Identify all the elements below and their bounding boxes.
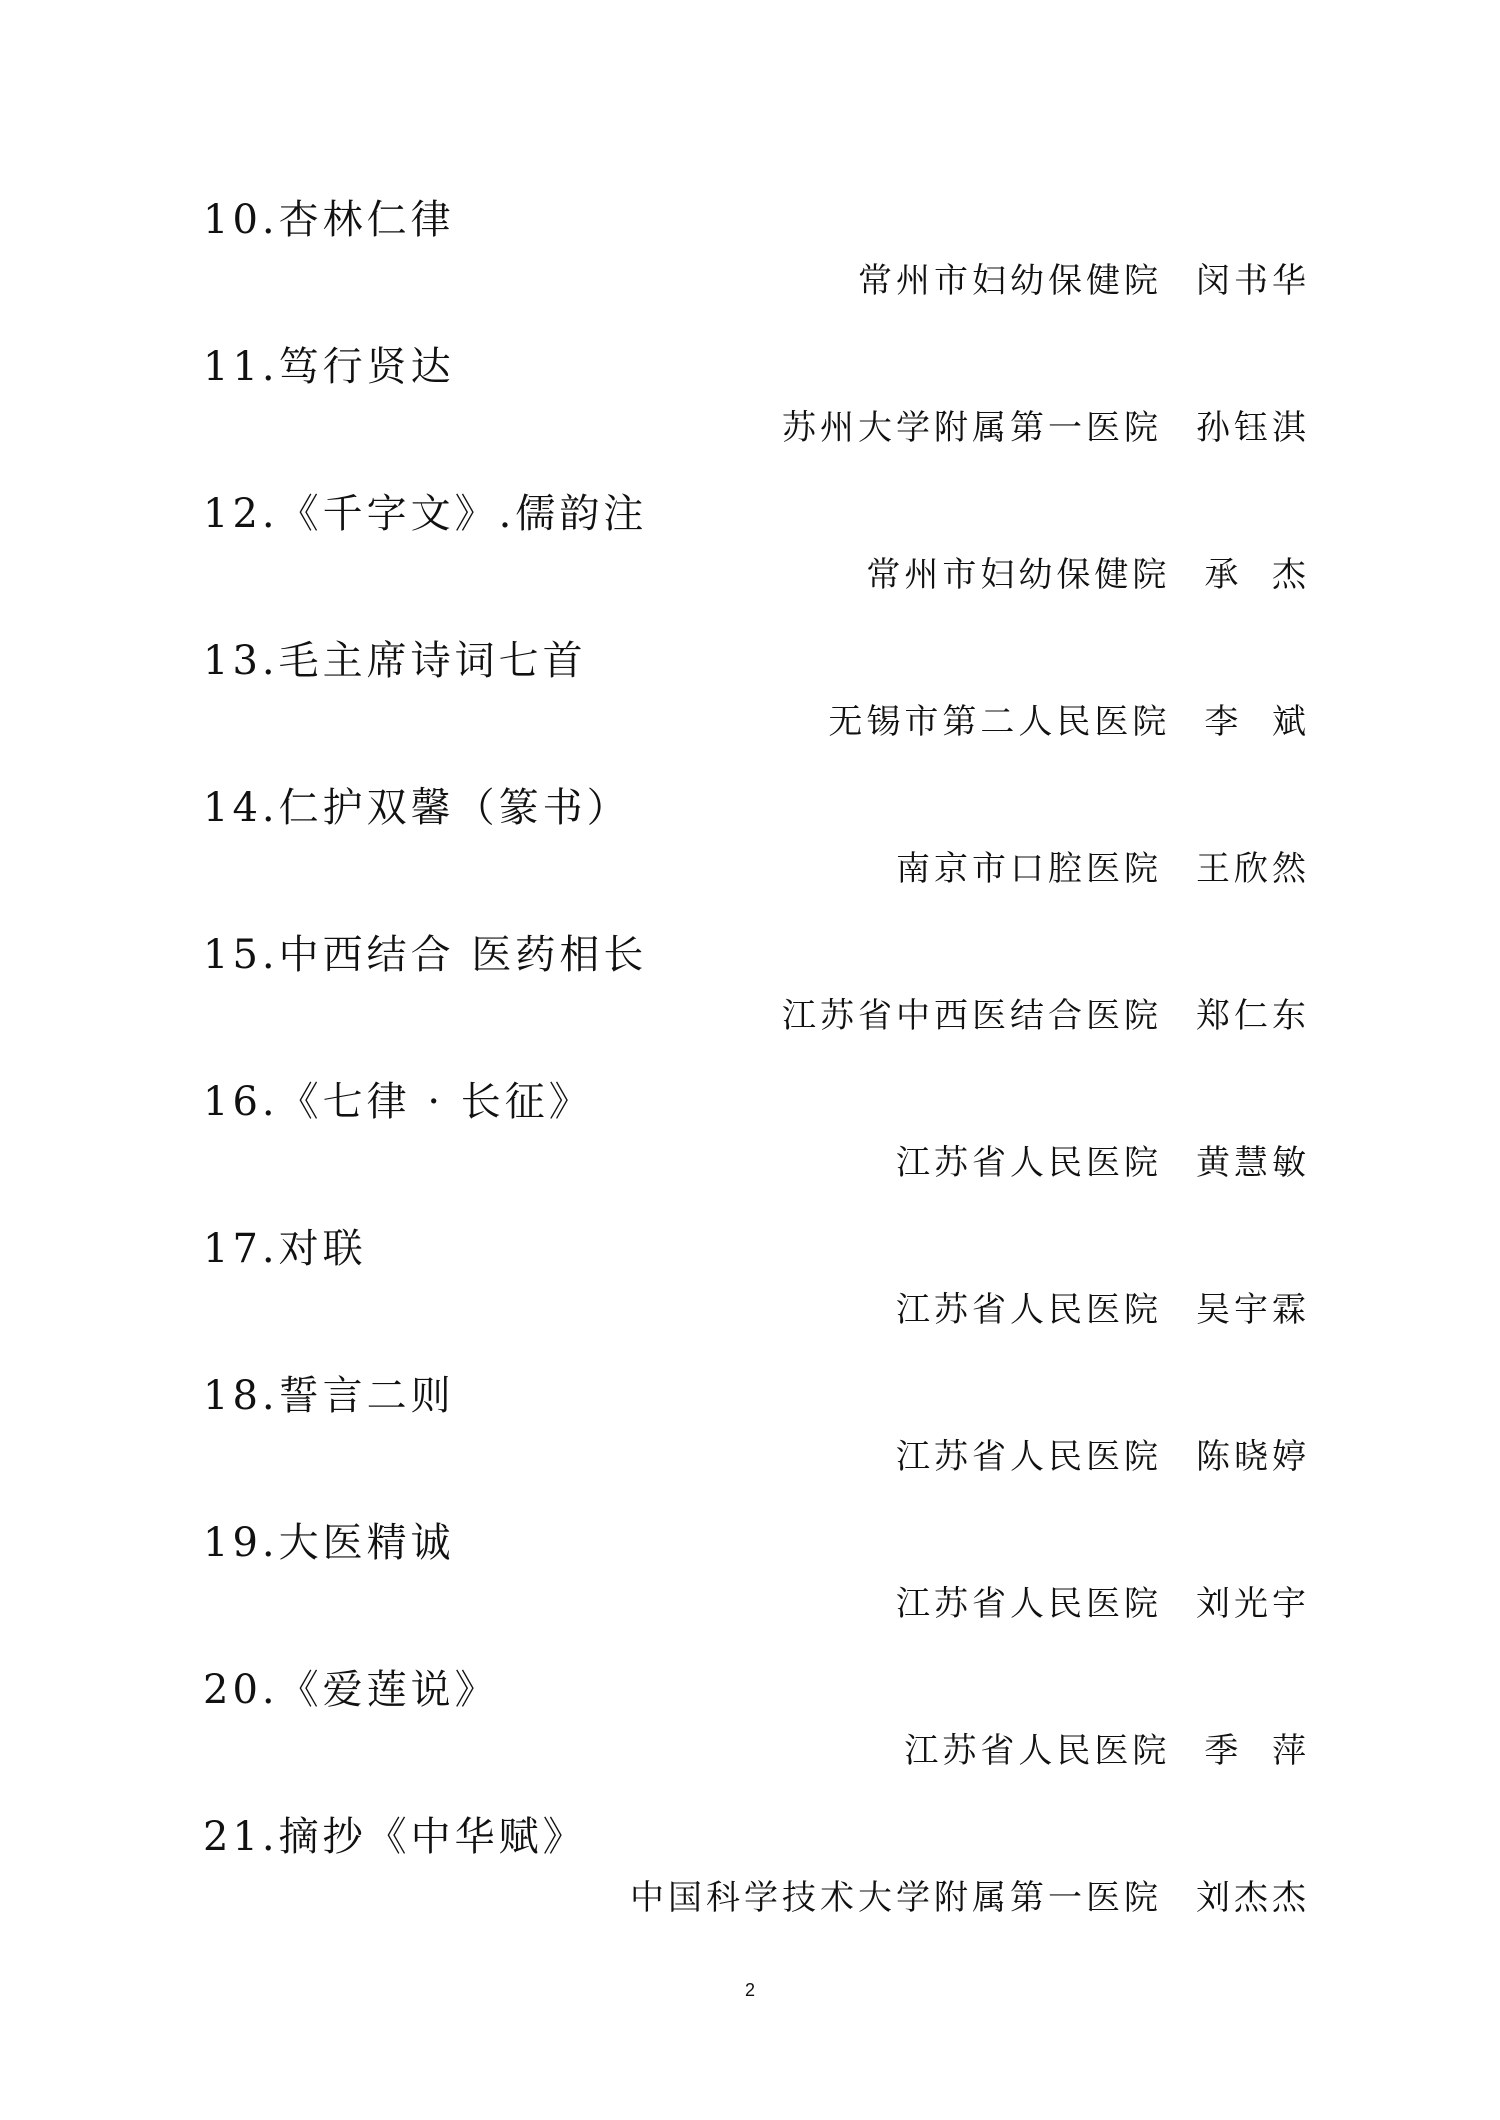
entry-author: 郑仁东 (1196, 996, 1310, 1036)
entry-credit (630, 1875, 1310, 1921)
entry-institution: 常州市妇幼保健院 (858, 261, 1162, 301)
entry-19 (0, 1518, 1500, 1665)
entry-title: 12.《千字文》.儒韵注 (203, 491, 648, 537)
page-number: 2 (744, 1980, 755, 2000)
entry-institution: 中国科学技术大学附属第一医院 (630, 1878, 1162, 1918)
entry-title: 16.《七律 · 长征》 (203, 1079, 593, 1125)
entry-15 (0, 930, 1500, 1077)
entry-credit (782, 405, 1310, 451)
entry-institution: 常州市妇幼保健院 (866, 555, 1171, 595)
entry-institution: 南京市口腔医院 (896, 849, 1162, 889)
entry-credit (896, 846, 1310, 892)
entry-credit (866, 552, 1310, 598)
entry-title: 19.大医精诚 (203, 1520, 455, 1566)
entry-credit (858, 258, 1310, 304)
entry-title: 17.对联 (203, 1226, 367, 1272)
entry-18 (0, 1371, 1500, 1518)
entry-title: 20.《爱莲说》 (203, 1667, 499, 1713)
entry-credit (896, 1581, 1310, 1627)
entry-20 (0, 1665, 1500, 1812)
entry-institution: 江苏省人民医院 (896, 1290, 1162, 1330)
entry-title: 18.誓言二则 (203, 1373, 455, 1419)
entry-author: 闵书华 (1196, 261, 1310, 301)
entry-author: 刘杰杰 (1196, 1878, 1310, 1918)
entry-institution: 无锡市第二人民医院 (828, 702, 1171, 742)
entry-author: 陈晓婷 (1196, 1437, 1310, 1477)
entry-credit (896, 1140, 1310, 1186)
entry-title: 11.笃行贤达 (203, 344, 455, 390)
entry-author: 季 萍 (1204, 1731, 1310, 1771)
entry-author: 李 斌 (1204, 702, 1310, 742)
entry-author: 吴宇霖 (1196, 1290, 1310, 1330)
entry-author: 承 杰 (1204, 555, 1310, 595)
entry-title: 13.毛主席诗词七首 (203, 638, 587, 684)
entry-credit (896, 1434, 1310, 1480)
entry-institution: 江苏省中西医结合医院 (782, 996, 1162, 1036)
entry-13 (0, 636, 1500, 783)
entry-credit (904, 1728, 1310, 1774)
entry-institution: 江苏省人民医院 (896, 1584, 1162, 1624)
entry-institution: 江苏省人民医院 (904, 1731, 1171, 1771)
entry-institution: 苏州大学附属第一医院 (782, 408, 1162, 448)
entry-16 (0, 1077, 1500, 1224)
entry-title: 21.摘抄《中华赋》 (203, 1814, 587, 1860)
entry-12 (0, 489, 1500, 636)
entry-title: 10.杏林仁律 (203, 197, 455, 243)
entry-21 (0, 1812, 1500, 1959)
entry-14 (0, 783, 1500, 930)
entry-title: 15.中西结合 医药相长 (203, 932, 648, 978)
entry-author: 孙钰淇 (1196, 408, 1310, 448)
entry-author: 刘光宇 (1196, 1584, 1310, 1624)
entry-credit (782, 993, 1310, 1039)
entry-institution: 江苏省人民医院 (896, 1143, 1162, 1183)
entry-10 (0, 195, 1500, 342)
entry-credit (828, 699, 1310, 745)
entry-17 (0, 1224, 1500, 1371)
entry-institution: 江苏省人民医院 (896, 1437, 1162, 1477)
entry-title: 14.仁护双馨（篆书） (203, 785, 631, 831)
entry-author: 黄慧敏 (1196, 1143, 1310, 1183)
entry-author: 王欣然 (1196, 849, 1310, 889)
entry-credit (896, 1287, 1310, 1333)
entry-11 (0, 342, 1500, 489)
